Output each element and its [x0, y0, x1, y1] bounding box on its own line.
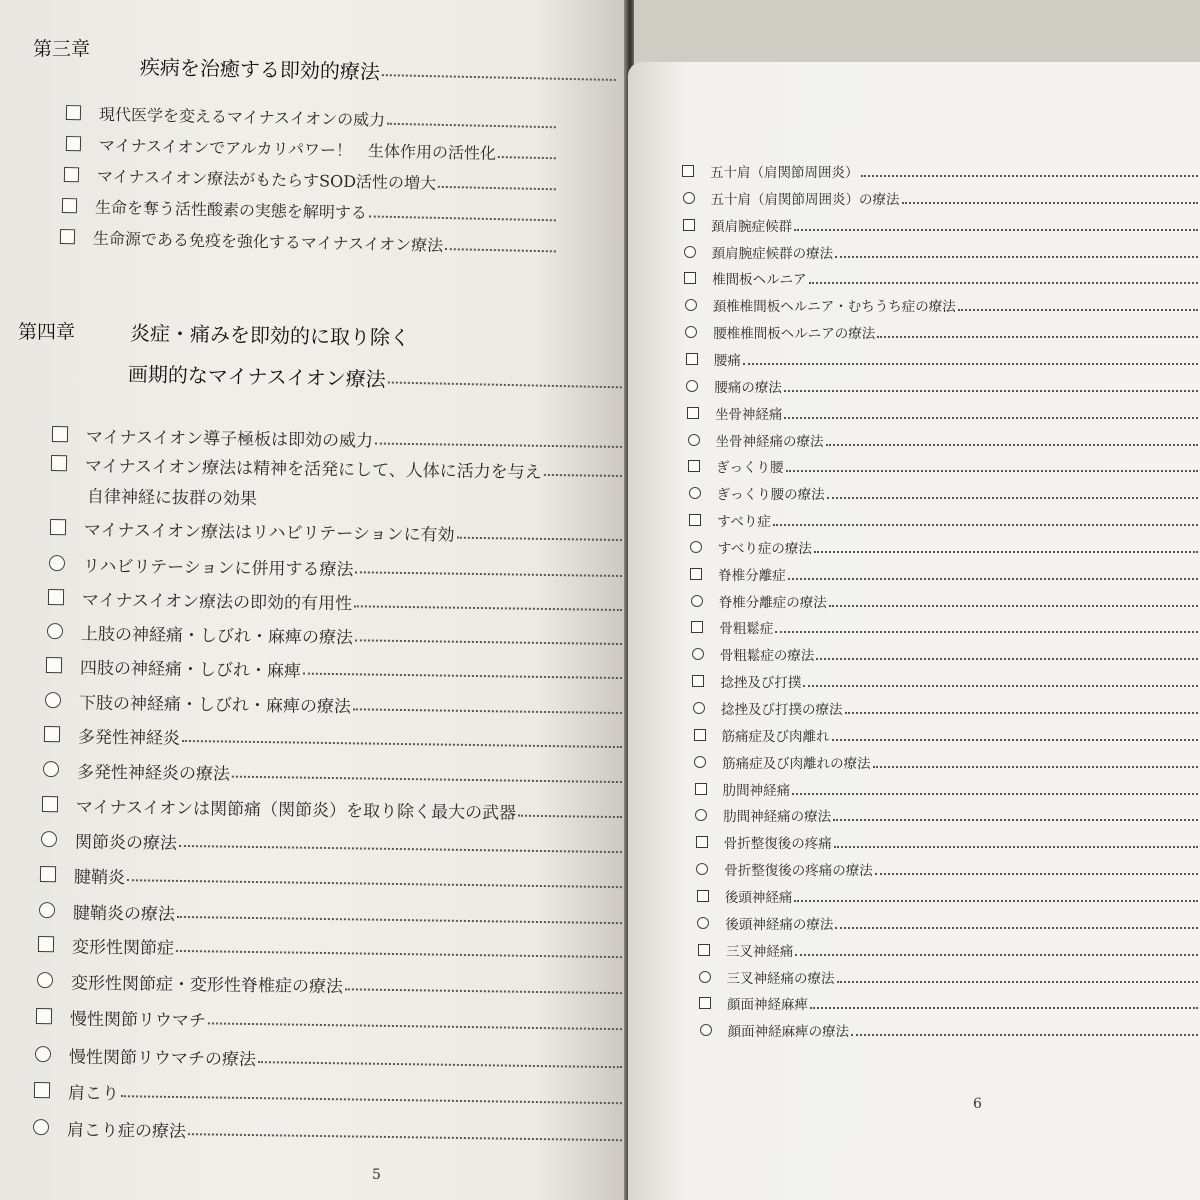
leader-dots: [832, 739, 1198, 741]
toc-entry: [40, 860, 622, 896]
toc-entry: [44, 720, 622, 756]
circle-bullet-icon: [33, 1119, 49, 1135]
toc-entry: [33, 1113, 622, 1149]
toc-entry: [696, 858, 1198, 880]
toc-entry: [43, 755, 622, 791]
toc-entry: [695, 778, 1198, 800]
toc-entry-label: ぎっくり腰: [716, 460, 784, 477]
square-checkbox-icon: [64, 167, 79, 182]
leader-dots: [375, 443, 622, 448]
toc-entry-label: 骨粗鬆症: [719, 621, 774, 638]
toc-entry-label: マイナスイオンは関節痛（関節炎）を取り除く最大の武器: [75, 796, 517, 824]
toc-entry-label: 三叉神経痛の療法: [726, 970, 835, 987]
toc-entry-label: 多発性神経炎の療法: [76, 761, 231, 785]
toc-entry-label: 坐骨神経痛: [714, 406, 783, 423]
square-checkbox-icon: [44, 726, 60, 742]
toc-entry-label: 慢性関節リウマチの療法: [68, 1046, 257, 1070]
leader-dots: [354, 605, 622, 611]
toc-entry-label: 頚肩腕症候群の療法: [711, 245, 834, 262]
toc-entry-label: 頚肩腕症候群: [711, 218, 793, 235]
leader-dots: [743, 363, 1198, 365]
chapter4-title-row: [128, 357, 623, 397]
circle-bullet-icon: [693, 702, 705, 714]
leader-dots: [861, 175, 1199, 177]
toc-entry: [691, 590, 1198, 612]
square-checkbox-icon: [66, 136, 81, 151]
chapter4-title-line2: 画期的なマイナスイオン療法: [127, 361, 386, 391]
toc-entry: [697, 912, 1198, 934]
toc-entry-label: マイナスイオン療法はリハビリテーションに有効: [83, 519, 455, 546]
circle-bullet-icon: [696, 863, 708, 875]
circle-bullet-icon: [689, 487, 701, 499]
toc-entry: [35, 1040, 622, 1076]
toc-entry: [686, 375, 1198, 397]
leader-dots: [784, 390, 1198, 392]
toc-entry-label: 捻挫及び打撲の療法: [721, 702, 843, 718]
toc-entry: [688, 455, 1198, 477]
leader-dots: [810, 1007, 1198, 1009]
toc-entry: [683, 187, 1198, 209]
toc-entry: [692, 670, 1198, 692]
leader-dots: [387, 123, 556, 129]
circle-bullet-icon: [691, 595, 703, 607]
square-checkbox-icon: [51, 455, 67, 471]
chapter3-label: 第三章: [33, 38, 91, 60]
leader-dots: [835, 256, 1198, 258]
circle-bullet-icon: [695, 809, 707, 821]
toc-entry-label: 慢性関節リウマチ: [69, 1008, 207, 1031]
toc-entry: [45, 686, 622, 722]
chapter3-title: 疾病を治癒する即効的療法: [139, 54, 381, 84]
circle-bullet-icon: [686, 380, 698, 392]
toc-entry: [683, 214, 1198, 236]
toc-entry-label: 骨折整復後の疼痛: [723, 836, 832, 853]
square-checkbox-icon: [695, 783, 707, 795]
square-checkbox-icon: [697, 890, 709, 902]
circle-bullet-icon: [685, 299, 697, 311]
leader-dots: [795, 954, 1198, 956]
leader-dots: [775, 631, 1198, 633]
toc-entry: [34, 1076, 622, 1112]
toc-entry: [687, 402, 1198, 424]
square-checkbox-icon: [688, 460, 700, 472]
leader-dots: [445, 248, 556, 252]
toc-entry: [684, 241, 1198, 263]
leader-dots: [794, 229, 1198, 231]
toc-entry-label: 腱鞘炎: [73, 866, 126, 888]
toc-entry-label: すべり症: [717, 514, 771, 531]
toc-entry-label: マイナスイオン療法の即効的有用性: [81, 589, 353, 614]
circle-bullet-icon: [694, 756, 706, 768]
toc-entry: [685, 294, 1198, 316]
leader-dots: [834, 846, 1198, 848]
leader-dots: [773, 524, 1198, 526]
toc-entry-label: マイナスイオンでアルカリパワー！ 生体作用の活性化: [98, 135, 497, 163]
page-number-right: 6: [973, 1096, 982, 1112]
square-checkbox-icon: [691, 621, 703, 633]
circle-bullet-icon: [45, 692, 61, 708]
toc-entry-label: 肋間神経痛の療法: [723, 809, 832, 826]
leader-dots: [816, 658, 1198, 660]
toc-entry: [36, 1002, 622, 1038]
leader-dots: [803, 685, 1198, 687]
toc-entry-label: 坐骨神経痛の療法: [715, 433, 824, 450]
toc-entry: [689, 509, 1198, 531]
toc-entry: [699, 966, 1199, 988]
toc-entry: [697, 885, 1198, 907]
leader-dots: [355, 571, 622, 577]
toc-entry: [39, 896, 622, 932]
toc-entry-label: 四肢の神経痛・しびれ・麻痺: [79, 657, 302, 682]
toc-entry-label: マイナスイオン療法は精神を活発にして、人体に活力を与え: [84, 455, 542, 483]
toc-entry-label: マイナスイオン療法がもたらすSOD活性の増大: [96, 166, 437, 193]
toc-entry-label: 後頭神経痛: [724, 889, 793, 906]
leader-dots: [829, 605, 1198, 607]
toc-entry: [690, 563, 1198, 585]
toc-entry-label: 五十肩（肩関節周囲炎）の療法: [710, 191, 900, 208]
leader-dots: [345, 988, 622, 994]
leader-dots: [388, 381, 622, 388]
toc-entry: [694, 724, 1198, 746]
square-checkbox-icon: [698, 944, 710, 956]
leader-dots: [784, 417, 1198, 419]
leader-dots: [176, 950, 622, 958]
leader-dots: [179, 845, 622, 853]
leader-dots: [369, 215, 556, 221]
toc-entry-label: リハビリテーションに併用する療法: [82, 555, 354, 580]
leader-dots: [786, 470, 1198, 472]
leader-dots: [814, 551, 1198, 553]
square-checkbox-icon: [60, 229, 75, 244]
square-checkbox-icon: [690, 568, 702, 580]
toc-entry-label: 頚椎椎間板ヘルニア・むちうち症の療法: [712, 299, 956, 316]
toc-entry-label: 生命を奪う活性酸素の実態を解明する: [94, 197, 368, 222]
right-page: [628, 62, 1200, 1200]
leader-dots: [498, 156, 556, 159]
leader-dots: [833, 819, 1198, 821]
toc-entry: [48, 583, 622, 619]
toc-entry-label: 腰椎椎間板ヘルニアの療法: [713, 326, 876, 343]
leader-dots: [303, 673, 622, 679]
leader-dots: [182, 740, 622, 748]
toc-entry-label: 肋間神経痛: [722, 782, 791, 799]
circle-bullet-icon: [47, 623, 63, 639]
circle-bullet-icon: [697, 917, 709, 929]
leader-dots: [873, 766, 1198, 768]
circle-bullet-icon: [690, 541, 702, 553]
toc-entry: [690, 536, 1198, 558]
square-checkbox-icon: [40, 866, 56, 882]
toc-entry-label: 顔面神経麻痺: [727, 997, 809, 1014]
leader-dots: [188, 1133, 622, 1141]
leader-dots: [177, 916, 622, 924]
toc-entry-label: 脊椎分離症: [718, 567, 786, 584]
leader-dots: [788, 578, 1198, 580]
toc-entry: [682, 160, 1198, 182]
toc-entry-label: 腰痛の療法: [714, 379, 782, 396]
square-checkbox-icon: [682, 165, 694, 177]
toc-entry-label: 五十肩（肩関節周囲炎）: [710, 165, 859, 181]
toc-entry: [694, 751, 1198, 773]
toc-entry-label-line2: 自律神経に抜群の効果: [86, 487, 258, 510]
circle-bullet-icon: [43, 761, 59, 777]
page-number-left: 5: [372, 1167, 381, 1183]
circle-bullet-icon: [685, 326, 697, 338]
toc-entry: [49, 549, 622, 585]
square-checkbox-icon: [687, 407, 699, 419]
chapter4-title-line1: 炎症・痛みを即効的に取り除く: [129, 321, 411, 350]
leader-dots: [826, 444, 1199, 446]
leader-dots: [809, 282, 1198, 284]
circle-bullet-icon: [692, 648, 704, 660]
square-checkbox-icon: [38, 936, 54, 952]
toc-entry: [700, 1019, 1198, 1041]
toc-entry: [685, 321, 1198, 343]
circle-bullet-icon: [35, 1046, 51, 1062]
leader-dots: [845, 712, 1199, 714]
square-checkbox-icon: [686, 353, 698, 365]
circle-bullet-icon: [39, 902, 55, 918]
leader-dots: [258, 1061, 622, 1068]
leader-dots: [456, 537, 621, 541]
leader-dots: [835, 927, 1198, 929]
toc-entry: [696, 831, 1198, 853]
leader-dots: [127, 879, 622, 888]
circle-bullet-icon: [684, 246, 696, 258]
toc-entry-label: 肩こり症の療法: [66, 1119, 187, 1142]
toc-entry-label: 捻挫及び打撲: [720, 675, 802, 692]
toc-entry: [688, 429, 1199, 451]
circle-bullet-icon: [41, 831, 57, 847]
toc-entry-label: 肩こり: [67, 1082, 120, 1104]
toc-entry: [42, 790, 622, 826]
square-checkbox-icon: [62, 198, 77, 213]
toc-entry-label: 脊椎分離症の療法: [718, 594, 827, 611]
toc-entry-label: 変形性関節症・変形性脊椎症の療法: [70, 972, 344, 997]
leader-dots: [544, 474, 622, 477]
toc-entry-label: 骨粗鬆症の療法: [719, 648, 815, 665]
square-checkbox-icon: [34, 1082, 50, 1098]
leader-dots: [518, 815, 622, 818]
toc-entry-label: 変形性関節症: [71, 936, 175, 959]
circle-bullet-icon: [699, 971, 711, 983]
toc-entry: [692, 643, 1198, 665]
leader-dots: [958, 309, 1198, 311]
leader-dots: [794, 900, 1198, 902]
toc-entry-label: 筋痛症及び肉離れ: [721, 728, 830, 745]
toc-entry-label: 後頭神経痛の療法: [725, 916, 834, 933]
toc-entry: [684, 267, 1198, 289]
leader-dots: [438, 186, 556, 190]
chapter3-title-row: [140, 50, 617, 90]
leader-dots: [353, 708, 622, 714]
leader-dots: [837, 981, 1199, 983]
toc-entry-label: 生命源である免疫を強化するマイナスイオン療法: [92, 228, 444, 255]
toc-entry-label: 関節炎の療法: [74, 831, 178, 854]
toc-entry-label: 下肢の神経痛・しびれ・麻痺の療法: [78, 692, 352, 717]
toc-entry: [41, 825, 622, 861]
toc-entry-label: 腱鞘炎の療法: [72, 902, 176, 925]
leader-dots: [902, 202, 1198, 204]
chapter4-label: 第四章: [18, 321, 76, 343]
square-checkbox-icon: [48, 589, 64, 605]
square-checkbox-icon: [689, 514, 701, 526]
leader-dots: [382, 74, 616, 81]
square-checkbox-icon: [42, 796, 58, 812]
circle-bullet-icon: [688, 434, 700, 446]
square-checkbox-icon: [696, 836, 708, 848]
toc-entry-label: 上肢の神経痛・しびれ・麻痺の療法: [80, 623, 354, 648]
leader-dots: [208, 1022, 622, 1030]
toc-entry: [50, 513, 622, 549]
leader-dots: [827, 497, 1198, 499]
toc-entry: [693, 697, 1198, 719]
toc-entry-label: 三叉神経痛: [725, 943, 794, 960]
leader-dots: [851, 1034, 1198, 1036]
square-checkbox-icon: [52, 426, 68, 442]
toc-entry-label: ぎっくり腰の療法: [716, 487, 825, 504]
square-checkbox-icon: [692, 675, 704, 687]
toc-entry-label: 筋痛症及び肉離れの療法: [722, 755, 871, 772]
toc-entry: [699, 992, 1198, 1014]
leader-dots: [232, 776, 622, 783]
circle-bullet-icon: [683, 192, 695, 204]
toc-entry-label: すべり症の療法: [717, 540, 812, 557]
leader-dots: [877, 336, 1198, 338]
square-checkbox-icon: [699, 997, 711, 1009]
toc-entry: [686, 348, 1198, 370]
square-checkbox-icon: [50, 519, 66, 535]
toc-entry: [38, 930, 622, 966]
circle-bullet-icon: [37, 972, 53, 988]
square-checkbox-icon: [36, 1008, 52, 1024]
leader-dots: [121, 1095, 622, 1104]
toc-entry: [695, 804, 1198, 826]
leader-dots: [875, 873, 1198, 875]
toc-entry-label: マイナスイオン導子極板は即効の威力: [85, 426, 374, 451]
circle-bullet-icon: [700, 1024, 712, 1036]
toc-entry-label: 骨折整復後の疼痛の療法: [724, 863, 873, 880]
square-checkbox-icon: [66, 105, 81, 120]
toc-entry-label: 多発性神経炎: [77, 726, 181, 749]
toc-entry: [47, 617, 622, 653]
toc-entry: [689, 482, 1198, 504]
toc-entry: [37, 966, 622, 1002]
square-checkbox-icon: [684, 272, 696, 284]
toc-entry: [46, 651, 622, 687]
leader-dots: [355, 639, 622, 645]
leader-dots: [792, 793, 1198, 795]
square-checkbox-icon: [683, 219, 695, 231]
toc-entry-label: 椎間板ヘルニア: [712, 272, 807, 289]
square-checkbox-icon: [694, 729, 706, 741]
toc-entry: [691, 616, 1198, 638]
toc-entry-label: 現代医学を変えるマイナスイオンの威力: [98, 104, 386, 130]
square-checkbox-icon: [46, 657, 62, 673]
toc-entry-label: 顔面神経麻痺の療法: [727, 1024, 850, 1041]
toc-entry: [698, 939, 1198, 961]
circle-bullet-icon: [49, 555, 65, 571]
toc-entry-label: 腰痛: [713, 352, 741, 369]
